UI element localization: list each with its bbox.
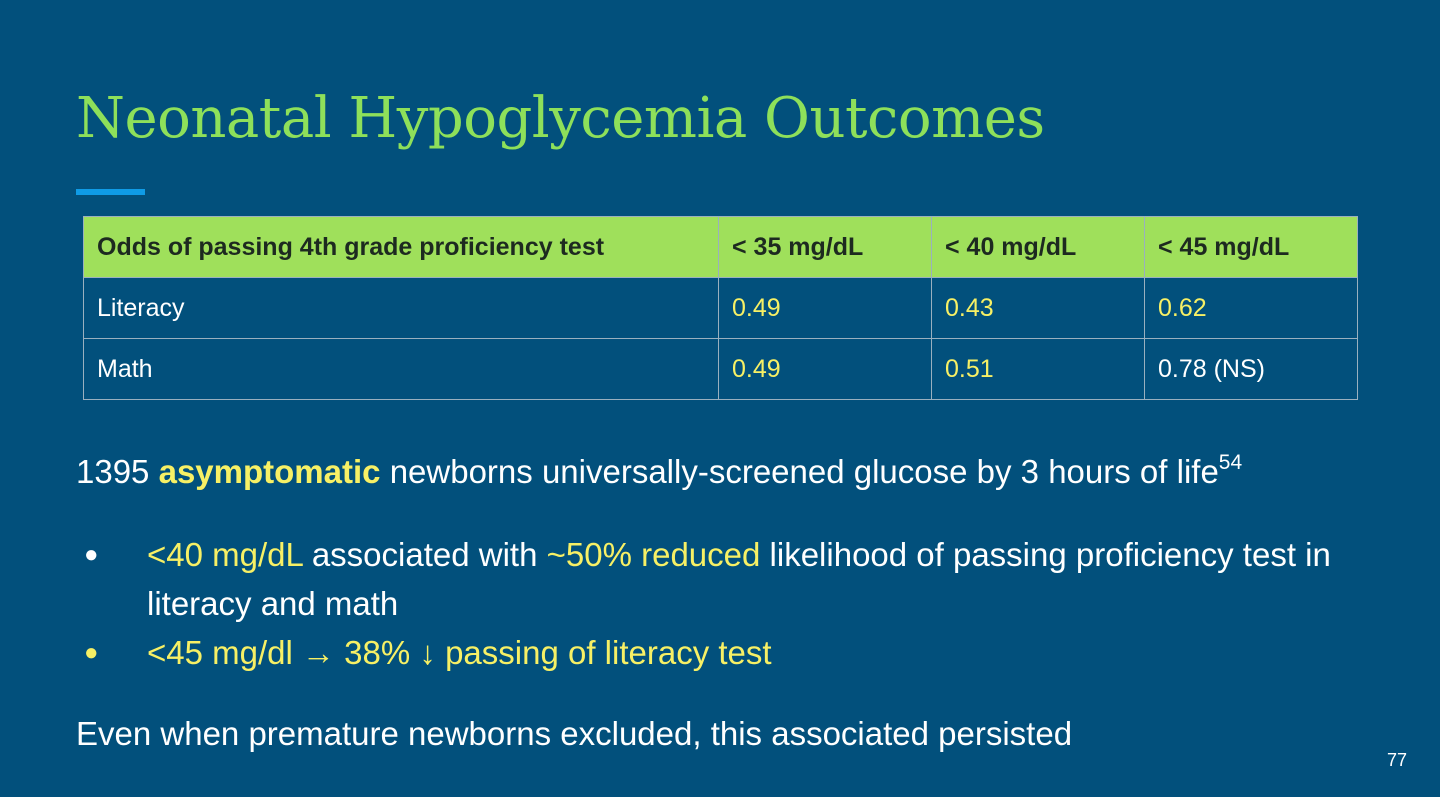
table-cell-highlighted: 0.62	[1145, 278, 1358, 339]
threshold-highlight: <40 mg/dL	[147, 536, 303, 573]
table-row	[84, 278, 1358, 339]
page-number: 77	[1386, 750, 1407, 770]
reference-number: 54	[1218, 451, 1243, 474]
bullet-text: <45 mg/dl → 38% ↓ passing of literacy test	[147, 634, 772, 671]
table-row	[84, 339, 1358, 400]
table-header-cell: < 45 mg/dL	[1145, 217, 1358, 278]
outcomes-table	[83, 216, 1358, 400]
bullet-dot-icon: ●	[84, 541, 99, 568]
newborn-count: 1395	[76, 453, 150, 490]
table-cell-highlighted: 0.51	[932, 339, 1145, 400]
conclusion-text: Even when premature newborns excluded, this associated persisted	[76, 715, 1073, 752]
table-cell: 0.78 (NS)	[1145, 339, 1358, 400]
bullet-text: associated with	[311, 536, 538, 573]
table-row-label: Math	[84, 339, 719, 400]
list-item	[76, 530, 1376, 628]
reduction-highlight: ~50% reduced	[546, 536, 761, 573]
slide-title: Neonatal Hypoglycemia Outcomes	[76, 86, 1045, 151]
findings-list	[76, 530, 1376, 677]
study-summary	[76, 450, 1242, 494]
summary-text: newborns universally-screened glucose by 3 hours of life	[389, 453, 1219, 490]
table-header-cell: Odds of passing 4th grade proficiency test	[84, 217, 719, 278]
title-underline	[76, 189, 145, 195]
table-header-cell: < 40 mg/dL	[932, 217, 1145, 278]
table-row-label: Literacy	[84, 278, 719, 339]
table-cell-highlighted: 0.49	[719, 339, 932, 400]
table-header-cell: < 35 mg/dL	[719, 217, 932, 278]
list-item	[76, 628, 1376, 677]
table-header-row	[84, 217, 1358, 278]
bullet-dot-icon: ●	[84, 639, 99, 666]
bullet-text: likelihood of passing proficiency test in literacy and math	[147, 536, 1331, 622]
table-cell-highlighted: 0.49	[719, 278, 932, 339]
table-cell-highlighted: 0.43	[932, 278, 1145, 339]
asymptomatic-emphasis: asymptomatic	[158, 453, 381, 490]
